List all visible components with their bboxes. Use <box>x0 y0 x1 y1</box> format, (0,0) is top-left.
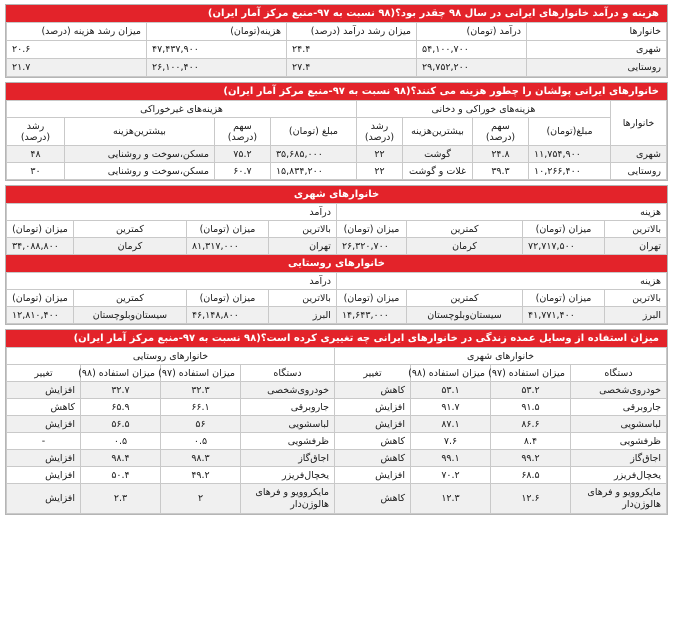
table-cell: روستایی <box>527 59 667 77</box>
table-cell: ۶۰.۷ <box>214 163 270 180</box>
column-header: میزان (تومان) <box>7 221 74 238</box>
table-cell: ۴۸ <box>7 146 65 163</box>
column-header: رشد (درصد) <box>356 118 402 146</box>
column-header: بالاترین <box>605 290 667 307</box>
column-header: سهم (درصد) <box>214 118 270 146</box>
table-cell: کاهش <box>335 484 411 514</box>
table-cell: افزایش <box>335 399 411 416</box>
table-row <box>7 467 667 484</box>
table-cell: ۱۰,۲۶۶,۴۰۰ <box>529 163 611 180</box>
table-cell: ۱۲,۸۱۰,۴۰۰ <box>7 307 74 324</box>
column-header: کمترین <box>407 290 523 307</box>
table-cell: گوشت <box>403 146 473 163</box>
table-cell: سیستان‌وبلوچستان <box>73 307 186 324</box>
spending-table <box>6 100 667 180</box>
column-header: تغییر <box>7 365 81 382</box>
urban-rural-extremes-block <box>5 185 668 325</box>
income-cost-table-block <box>5 4 668 78</box>
column-header: بالاترین <box>268 290 336 307</box>
table-row <box>7 484 667 514</box>
table-cell: ۱۲.۳ <box>411 484 491 514</box>
table-cell: یخچال‌فریزر <box>571 467 667 484</box>
table-cell: ۷۰.۲ <box>411 467 491 484</box>
appliance-usage-table <box>6 347 667 514</box>
column-header: میزان (تومان) <box>336 221 406 238</box>
table-cell: ۳۰ <box>7 163 65 180</box>
urban-extremes-table <box>6 203 667 255</box>
column-header: میزان (تومان) <box>186 290 268 307</box>
income-cost-table-title: هزینه و درآمد خانوارهای ایرانی در سال ۹۸ چقدر بود؟(۹۸ نسبت به ۹۷-منبع مرکز آمار ایران) <box>6 5 667 22</box>
table-cell: ۶۶.۱ <box>161 399 241 416</box>
table-cell: ۱۵,۸۳۴,۲۰۰ <box>270 163 356 180</box>
column-header: مبلغ(تومان) <box>529 118 611 146</box>
table-row <box>7 163 667 180</box>
table-cell: ۲۷.۴ <box>287 59 417 77</box>
food-group-header: هزینه‌های خوراکی و دخانی <box>356 101 610 118</box>
table-cell: ۳۹.۳ <box>473 163 529 180</box>
table-cell: ۲۲ <box>356 163 402 180</box>
column-header: بیشترین‌هزینه <box>64 118 214 146</box>
table-cell: ۵۶ <box>161 416 241 433</box>
table-cell: ظرفشویی <box>571 433 667 450</box>
table-cell: مسکن،سوخت و روشنایی <box>64 163 214 180</box>
column-header: بیشترین‌هزینه <box>403 118 473 146</box>
table-cell: ۸۷.۱ <box>411 416 491 433</box>
spending-table-title: خانوارهای ایرانی پولشان را چطور هزینه می کنند؟(۹۸ نسبت به ۹۷-منبع مرکز آمار ایران) <box>6 83 667 100</box>
table-cell: مایکروویو و فرهای هالوژن‌دار <box>241 484 335 514</box>
income-cost-table <box>6 22 667 77</box>
table-cell: ۵۶.۵ <box>81 416 161 433</box>
table-cell: ۴۱,۷۷۱,۴۰۰ <box>523 307 605 324</box>
rural-extremes-table <box>6 272 667 324</box>
table-row <box>7 382 667 399</box>
spending-table-block <box>5 82 668 181</box>
income-group-header: درآمد <box>7 273 337 290</box>
table-cell: ۹۱.۵ <box>491 399 571 416</box>
table-cell: روستایی <box>611 163 667 180</box>
table-cell: جاروبرقی <box>571 399 667 416</box>
table-cell: ۲۹,۷۵۲,۲۰۰ <box>417 59 527 77</box>
table-group-header-row <box>7 348 667 365</box>
table-cell: کرمان <box>407 238 523 255</box>
table-cell: کاهش <box>7 399 81 416</box>
table-cell: ۵۳.۲ <box>491 382 571 399</box>
table-cell: تهران <box>268 238 336 255</box>
column-header: دستگاه <box>571 365 667 382</box>
table-cell: ۵۴,۱۰۰,۷۰۰ <box>417 41 527 59</box>
table-cell: ۱۲.۶ <box>491 484 571 514</box>
table-header-row <box>7 221 667 238</box>
table-row <box>7 450 667 467</box>
urban-table-title: خانوارهای شهری <box>6 186 667 203</box>
rural-table-title: خانوارهای روستایی <box>6 255 667 272</box>
table-cell: ۲۰.۶ <box>7 41 147 59</box>
table-cell: لباسشویی <box>241 416 335 433</box>
table-cell: ۲.۳ <box>81 484 161 514</box>
table-row <box>7 238 667 255</box>
table-group-header-row <box>7 204 667 221</box>
income-group-header: درآمد <box>7 204 337 221</box>
table-cell: ۴۷,۴۳۷,۹۰۰ <box>147 41 287 59</box>
table-cell: کرمان <box>73 238 186 255</box>
appliance-usage-table-block <box>5 329 668 515</box>
table-cell: ۲ <box>161 484 241 514</box>
table-cell: ۹۸.۳ <box>161 450 241 467</box>
column-header: خانوارها <box>611 101 667 146</box>
column-header: میزان رشد درآمد (درصد) <box>287 23 417 41</box>
table-cell: ۸.۴ <box>491 433 571 450</box>
table-cell: ۸۱,۳۱۷,۰۰۰ <box>186 238 268 255</box>
table-cell: لباسشویی <box>571 416 667 433</box>
column-header: کمترین <box>407 221 523 238</box>
column-header: کمترین <box>73 221 186 238</box>
table-cell: ۲۴.۴ <box>287 41 417 59</box>
table-cell: البرز <box>605 307 667 324</box>
table-cell: ۹۹.۲ <box>491 450 571 467</box>
table-cell: ۱۴,۶۴۳,۰۰۰ <box>336 307 406 324</box>
column-header: میزان (تومان) <box>7 290 74 307</box>
table-cell: البرز <box>268 307 336 324</box>
table-cell: کاهش <box>335 433 411 450</box>
table-header-row <box>7 290 667 307</box>
column-header: کمترین <box>73 290 186 307</box>
table-row <box>7 307 667 324</box>
table-cell: ۷۵.۲ <box>214 146 270 163</box>
table-cell: - <box>7 433 81 450</box>
table-cell: ظرفشویی <box>241 433 335 450</box>
table-cell: ۹۸.۴ <box>81 450 161 467</box>
table-cell: مایکروویو و فرهای هالوژن‌دار <box>571 484 667 514</box>
table-cell: ۵۳.۱ <box>411 382 491 399</box>
column-header: میزان رشد هزینه (درصد) <box>7 23 147 41</box>
table-cell: شهری <box>611 146 667 163</box>
table-cell: ۸۶.۶ <box>491 416 571 433</box>
table-cell: ۵۰.۴ <box>81 467 161 484</box>
table-header-row <box>7 118 667 146</box>
table-row <box>7 59 667 77</box>
table-cell: افزایش <box>7 450 81 467</box>
cost-group-header: هزینه <box>336 204 666 221</box>
table-cell: ۳۴,۰۸۸,۸۰۰ <box>7 238 74 255</box>
table-cell: خودروی‌شخصی <box>571 382 667 399</box>
table-cell: ۰.۵ <box>161 433 241 450</box>
column-header: بالاترین <box>605 221 667 238</box>
table-cell: کاهش <box>335 450 411 467</box>
table-cell: ۶۵.۹ <box>81 399 161 416</box>
column-header: رشد (درصد) <box>7 118 65 146</box>
column-header: خانوارها <box>527 23 667 41</box>
table-row <box>7 146 667 163</box>
urban-group-header: خانوارهای شهری <box>335 348 667 365</box>
table-cell: افزایش <box>7 484 81 514</box>
column-header: هزینه(تومان) <box>147 23 287 41</box>
table-cell: ۲۶,۱۰۰,۴۰۰ <box>147 59 287 77</box>
table-cell: افزایش <box>335 416 411 433</box>
table-cell: افزایش <box>7 467 81 484</box>
table-cell: یخچال‌فریزر <box>241 467 335 484</box>
table-group-header-row <box>7 273 667 290</box>
table-cell: ۱۱,۷۵۴,۹۰۰ <box>529 146 611 163</box>
table-cell: افزایش <box>7 416 81 433</box>
table-cell: ۹۱.۷ <box>411 399 491 416</box>
table-cell: ۴۹.۲ <box>161 467 241 484</box>
table-cell: ۰.۵ <box>81 433 161 450</box>
table-cell: ۲۱.۷ <box>7 59 147 77</box>
table-cell: ۲۶,۳۲۰,۷۰۰ <box>336 238 406 255</box>
table-header-row <box>7 365 667 382</box>
table-cell: افزایش <box>335 467 411 484</box>
nonfood-group-header: هزینه‌های غیرخوراکی <box>7 101 357 118</box>
column-header: میزان (تومان) <box>523 290 605 307</box>
table-cell: ۶۸.۵ <box>491 467 571 484</box>
column-header: میزان (تومان) <box>336 290 406 307</box>
column-header: مبلغ (تومان) <box>270 118 356 146</box>
column-header: میزان استفاده (۹۸) <box>81 365 161 382</box>
table-row <box>7 416 667 433</box>
cost-group-header: هزینه <box>336 273 666 290</box>
table-cell: تهران <box>605 238 667 255</box>
column-header: تغییر <box>335 365 411 382</box>
table-cell: جاروبرقی <box>241 399 335 416</box>
table-cell: ۳۲.۷ <box>81 382 161 399</box>
table-cell: ۲۲ <box>356 146 402 163</box>
table-cell: خودروی‌شخصی <box>241 382 335 399</box>
column-header: میزان استفاده (۹۷) <box>491 365 571 382</box>
table-row <box>7 433 667 450</box>
table-cell: ۳۵,۶۸۵,۰۰۰ <box>270 146 356 163</box>
table-cell: ۷۲,۷۱۷,۵۰۰ <box>523 238 605 255</box>
table-cell: کاهش <box>335 382 411 399</box>
column-header: میزان استفاده (۹۸) <box>411 365 491 382</box>
table-cell: غلات و گوشت <box>403 163 473 180</box>
column-header: میزان (تومان) <box>186 221 268 238</box>
table-cell: اجاق‌گاز <box>571 450 667 467</box>
appliance-usage-table-title: میزان استفاده از وسایل عمده زندگی در خانوارهای ایرانی چه تغییری کرده است؟(۹۸ نسبت به ۹۷-منبع مرکز آمار ایران) <box>6 330 667 347</box>
table-cell: افزایش <box>7 382 81 399</box>
table-group-header-row <box>7 101 667 118</box>
table-header-row <box>7 23 667 41</box>
table-cell: ۹۹.۱ <box>411 450 491 467</box>
table-cell: ۳۲.۳ <box>161 382 241 399</box>
column-header: میزان استفاده (۹۷) <box>161 365 241 382</box>
column-header: دستگاه <box>241 365 335 382</box>
column-header: بالاترین <box>268 221 336 238</box>
table-row <box>7 41 667 59</box>
column-header: درآمد (تومان) <box>417 23 527 41</box>
table-cell: ۷.۶ <box>411 433 491 450</box>
column-header: میزان (تومان) <box>523 221 605 238</box>
table-cell: ۲۴.۸ <box>473 146 529 163</box>
column-header: سهم (درصد) <box>473 118 529 146</box>
table-cell: مسکن،سوخت و روشنایی <box>64 146 214 163</box>
table-cell: شهری <box>527 41 667 59</box>
table-row <box>7 399 667 416</box>
table-cell: سیستان‌وبلوچستان <box>407 307 523 324</box>
rural-group-header: خانوارهای روستایی <box>7 348 335 365</box>
table-cell: ۴۶,۱۴۸,۸۰۰ <box>186 307 268 324</box>
table-cell: اجاق‌گاز <box>241 450 335 467</box>
